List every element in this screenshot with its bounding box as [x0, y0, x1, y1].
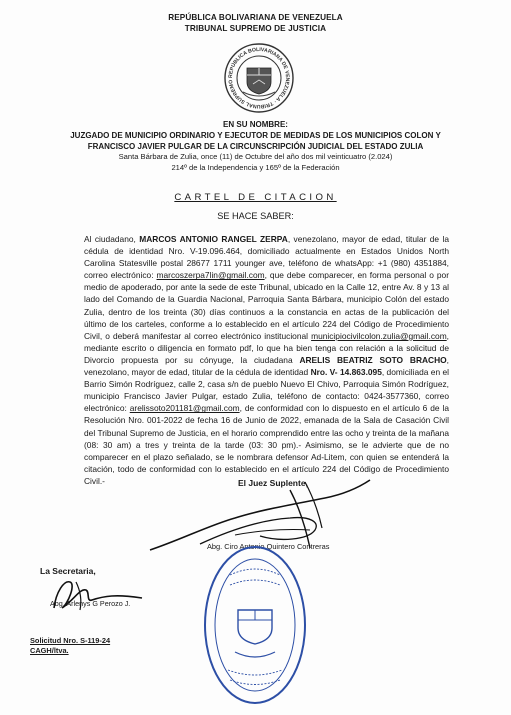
tsj-seal-icon	[221, 38, 295, 114]
document-title: CARTEL DE CITACION	[174, 192, 337, 203]
petitioner-email: arelissoto201181@gmail.com	[129, 403, 240, 414]
solicitud-number: Solicitud Nro. S-119-24	[30, 636, 111, 645]
respondent-email: marcoszerpa7lin@gmail.com	[156, 270, 265, 281]
header-republic: REPÚBLICA BOLIVARIANA DE VENEZUELA	[168, 13, 343, 22]
secretary-signature-icon	[46, 570, 156, 615]
respondent-name: MARCOS ANTONIO RANGEL ZERPA	[139, 234, 288, 244]
case-reference	[30, 636, 110, 655]
seal-text: REPÚBLICA BOLIVARIANA DE VENEZUELA · TRIBUNAL SUPREMO DE JUSTICIA ·	[221, 38, 291, 110]
body-text: , venezolano, mayor de edad, titular de la cédula de identidad Nro. V-19.096.464, domiciliado actualmente en Estados Unidos North Carolina Statesville postal 28677 1711 younger ave, teléfono de whatsApp: +1 (980) 4351884, correo electrónico:	[84, 234, 449, 281]
years-line: 214º de la Independencia y 165º de la Federación	[171, 163, 340, 172]
judge-name: Abg. Ciro Antonio Quintero Contreras	[207, 542, 330, 551]
header-tribunal: TRIBUNAL SUPREMO DE JUSTICIA	[184, 24, 327, 33]
court-stamp-icon	[200, 540, 310, 710]
secretary-title: La Secretaria,	[40, 566, 96, 576]
secretary-name: Abg. Arlenys G Perozo J.	[50, 599, 131, 608]
judge-title: El Juez Suplente,	[238, 478, 308, 488]
body-text: , mediante escrito o diligencia en formato pdf, lo que ha bien tenga con relación a la solicitud de Divorcio propuesta por su cónyuge, la ciudadana	[84, 330, 449, 365]
body-text: , de conformidad con lo dispuesto en el artículo 6 de la Resolución Nro. 001-2022 de fecha 16 de Junio de 2022, emanada de la Sala de Casación Civil del Tribunal Supremo de Justicia, en el horario comprendido entre las ocho y treinta de la mañana (08: 30 am) a tres y treinta de la tarde (03: 30 pm).- Asimismo, se le advierte que de no comparecer en el plazo señalado, se le nombrara defensor Ad-Litem, con quien se entenderá la citación, todo de conformidad con lo establecido en el artículo 224 del Código de Procedimiento Civil.-	[84, 403, 449, 486]
en-su-nombre: EN SU NOMBRE:	[223, 120, 288, 129]
body-text: , domiciliada en el Barrio Simón Rodríguez, calle 2, casa s/n de pueblo Nuevo El Chivo, Parroquia Simón Rodríguez, municipio Francisco Javier Pulgar, estado Zulia, teléfono de contacto: 0424-3577360, correo electrónico:	[84, 367, 449, 414]
document-subtitle: SE HACE SABER:	[217, 211, 294, 221]
date-line: Santa Bárbara de Zulia, once (11) de Octubre del año dos mil veinticuatro (2.024)	[118, 152, 393, 161]
body-text: , que debe comparecer, en forma personal o por medio de apoderado, por ante la sede de este Tribunal, ubicado en la Calle 12, entre Av. 8 y 13 al lado del Comando de la Guardia Nacional, Parroquia Santa Bárbara, municipio Colón del estado Zulia, dentro de los treinta (30) días continuos a la constancia en actas de la publicación del último de los carteles, conforme a lo establecido en el artículo 224 del Código de Procedimiento Civil, o deberá manifestar al correo electrónico institucional	[84, 270, 449, 341]
citation-body	[84, 233, 449, 487]
petitioner-id: Nro. V- 14.863.095	[310, 367, 382, 378]
court-name-line2: FRANCISCO JAVIER PULGAR DE LA CIRCUNSCRIPCIÓN JUDICIAL DEL ESTADO ZULIA	[87, 142, 424, 151]
petitioner-name: ARELIS BEATRIZ SOTO BRACHO	[299, 354, 447, 365]
institutional-email: municipiocivilcolon.zulia@gmail.com	[311, 330, 447, 341]
body-text: Al ciudadano,	[84, 234, 140, 244]
body-text: , venezolano, mayor de edad, titular de la cédula de identidad	[84, 354, 449, 378]
court-name-line1: JUZGADO DE MUNICIPIO ORDINARIO Y EJECUTOR DE MEDIDAS DE LOS MUNICIPIOS COLON Y	[70, 131, 441, 140]
initials: CAGH/ltva.	[30, 645, 69, 655]
